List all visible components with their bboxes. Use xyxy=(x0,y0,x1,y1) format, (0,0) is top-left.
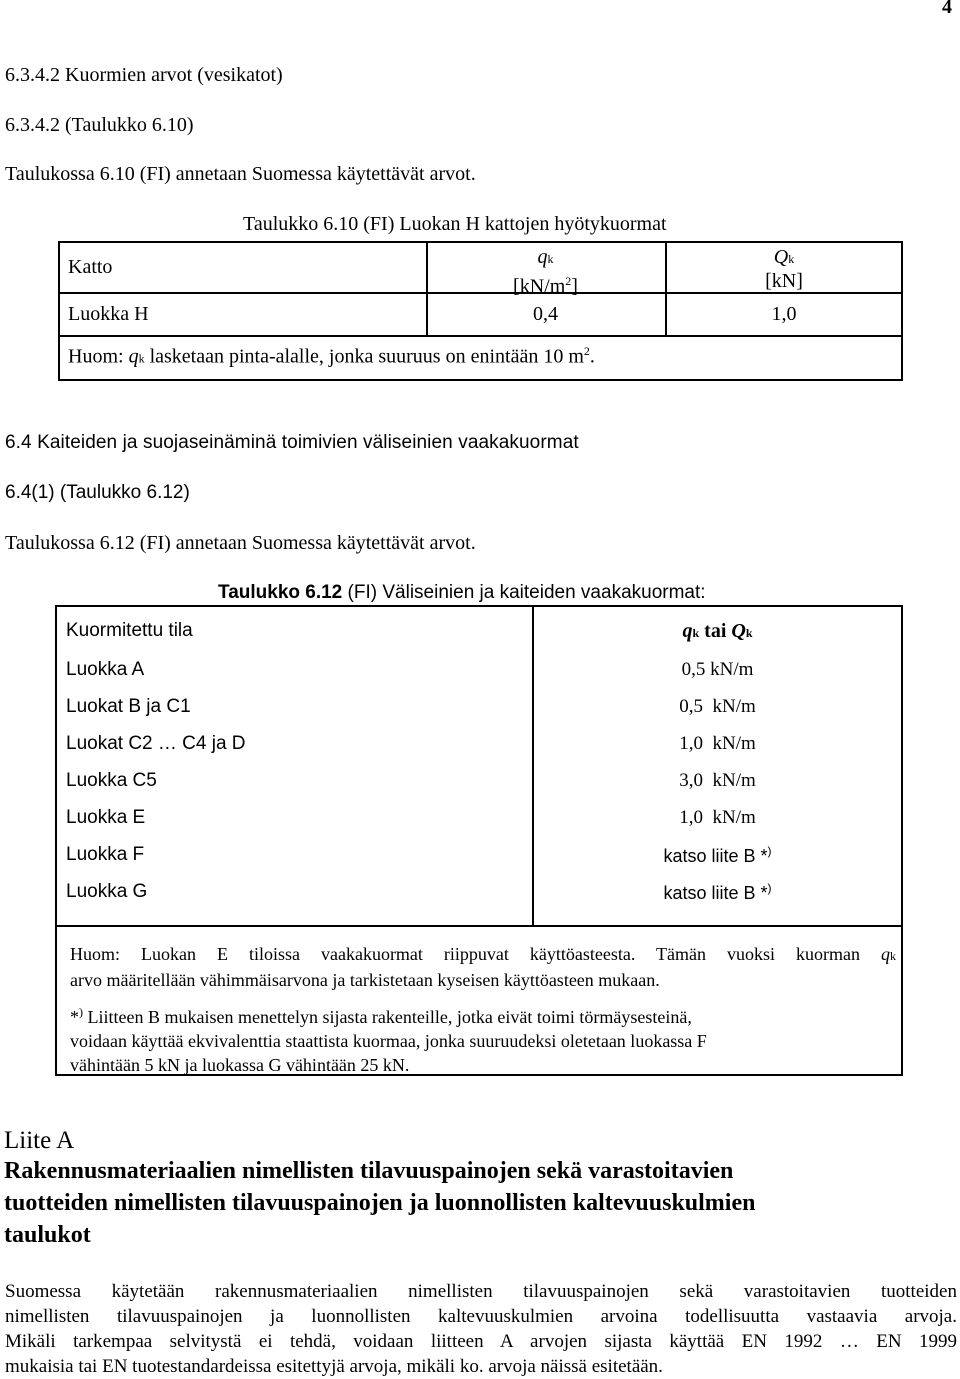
section-sub-6342: 6.3.4.2 (Taulukko 6.10) xyxy=(5,114,194,136)
table-610-caption: Taulukko 6.10 (FI) Luokan H kattojen hyötykuormat xyxy=(243,213,667,235)
table-610-row-qk: 0,4 xyxy=(533,303,558,325)
section-heading-64: 6.4 Kaiteiden ja suojaseinäminä toimivien väliseinien vaakakuormat xyxy=(5,432,579,453)
table-610-rule-row xyxy=(58,335,903,337)
value-text: katso liite B * xyxy=(663,846,768,866)
table-row: Luokat B ja C1 xyxy=(66,696,191,717)
col-tai: tai xyxy=(699,620,732,642)
table-row-value: 0,5 kN/m xyxy=(681,659,754,680)
table-610-note xyxy=(68,344,595,369)
para-line-2: nimellisten tilavuuspainojen ja luonnollisten kaltevuuskulmien arvoina todellisuutta vastaavia arvoja. xyxy=(5,1306,957,1327)
note-prefix: Huom: xyxy=(68,345,129,368)
table-row-value: 3,0 kN/m xyxy=(679,770,756,791)
table-row-value: 1,0 kN/m xyxy=(679,807,756,828)
qk-symbol: q xyxy=(537,246,548,268)
table-row: Luokka E xyxy=(66,807,146,828)
para-line-3: Mikäli tarkempaa selvitystä ei tehdä, voidaan liitteen A arvojen sijasta käyttää EN 1992 … EN 1999 xyxy=(5,1331,957,1352)
note-2-line-3: vähintään 5 kN ja luokassa G vähintään 25 kN. xyxy=(70,1055,410,1075)
table-612-col-right xyxy=(532,620,903,643)
table-612-rule-notes xyxy=(55,925,903,927)
caption-rest: (FI) Väliseinien ja kaiteiden vaakakuormat: xyxy=(342,582,706,603)
table-row: Luokat C2 … C4 ja D xyxy=(66,733,246,754)
Qk-symbol: Q xyxy=(773,246,789,268)
note-2-line-1: *) Liitteen B mukaisen menettelyn sijasta rakenteille, jotka eivät toimi törmäysesteinä, xyxy=(70,1005,692,1027)
para-line-4: mukaisia tai EN tuotestandardeissa esitettyjä arvoja, mikäli ko. arvoja näissä esitetään. xyxy=(5,1356,663,1377)
Qk-subscript: k xyxy=(788,252,795,266)
footnote-mark: ) xyxy=(767,881,772,895)
qk-unit: [kN/m xyxy=(513,275,566,298)
caption-bold: Taulukko 6.12 xyxy=(218,582,343,603)
note-text: lasketaan pinta-alalle, jonka suuruus on enintään 10 m xyxy=(144,345,584,368)
liite-a-paragraph xyxy=(5,1279,957,1379)
table-row-value xyxy=(532,881,903,904)
liite-a-heading-line-1: Rakennusmateriaalien nimellisten tilavuuspainojen sekä varastoitavien xyxy=(4,1158,734,1184)
table-row: Luokka C5 xyxy=(66,770,157,791)
table-row-value: 0,5 kN/m xyxy=(679,696,756,717)
Qk-unit: [kN] xyxy=(765,270,803,292)
table-612-note-2 xyxy=(70,1000,896,1077)
table-row: Luokka F xyxy=(66,844,145,865)
table-612-divider xyxy=(532,605,534,927)
table-610-row-Qk: 1,0 xyxy=(771,303,797,325)
table-612-col-left: Kuormitettu tila xyxy=(66,620,193,641)
col-Q-sub: k xyxy=(745,626,753,640)
note-sup: 2 xyxy=(583,344,590,358)
page-number: 4 xyxy=(942,0,952,18)
para-line-1: Suomessa käytetään rakennusmateriaalien nimellisten tilavuuspainojen sekä varastoitavien tuotteiden xyxy=(5,1281,957,1302)
col-q: q xyxy=(682,620,693,642)
note-1-line-1: Huom: Luokan E tiloissa vaakakuormat riippuvat käyttöasteesta. Tämän vuoksi kuorman qk xyxy=(70,944,896,964)
qk-unit-end: ] xyxy=(571,275,578,298)
section-text-6342: Taulukossa 6.10 (FI) annetaan Suomessa käytettävät arvot. xyxy=(5,163,476,185)
section-sub-64: 6.4(1) (Taulukko 6.12) xyxy=(5,482,190,503)
col-Q: Q xyxy=(731,620,746,642)
table-row-value xyxy=(532,844,903,867)
table-612-caption xyxy=(218,582,706,604)
table-610-col-katto: Katto xyxy=(68,256,113,278)
note-2-line-2: voidaan käyttää ekvivalenttia staattista kuormaa, jonka suuruudeksi oletetaan luokassa F xyxy=(70,1031,707,1051)
liite-a-heading-line-3: taulukot xyxy=(4,1222,91,1248)
section-text-64: Taulukossa 6.12 (FI) annetaan Suomessa käytettävät arvot. xyxy=(5,532,476,554)
table-row-value: 1,0 kN/m xyxy=(679,733,756,754)
value-text: katso liite B * xyxy=(663,883,768,903)
footnote-mark: ) xyxy=(767,844,772,858)
note-1-line-2: arvo määritellään vähimmäisarvona ja tarkistetaan kyseisen käyttöasteen mukaan. xyxy=(70,970,660,990)
note-q-sub: k xyxy=(138,351,145,366)
table-610-col-Qk xyxy=(665,246,903,292)
note-end: . xyxy=(589,345,595,368)
table-row: Luokka G xyxy=(66,881,148,902)
note-q: q xyxy=(128,345,139,368)
liite-a-title: Liite A xyxy=(4,1127,75,1154)
liite-a-heading-line-2: tuotteiden nimellisten tilavuuspainojen ja luonnollisten kaltevuuskulmien xyxy=(4,1190,756,1216)
col-q-sub: k xyxy=(692,626,700,640)
table-612-note-1 xyxy=(70,942,896,992)
table-610-row-label: Luokka H xyxy=(68,303,149,325)
table-610-col-qk xyxy=(426,246,665,298)
section-heading-6342: 6.3.4.2 Kuormien arvot (vesikatot) xyxy=(5,64,283,86)
qk-subscript: k xyxy=(547,252,554,266)
qk-unit-sup: 2 xyxy=(565,274,572,288)
table-row: Luokka A xyxy=(66,659,145,680)
